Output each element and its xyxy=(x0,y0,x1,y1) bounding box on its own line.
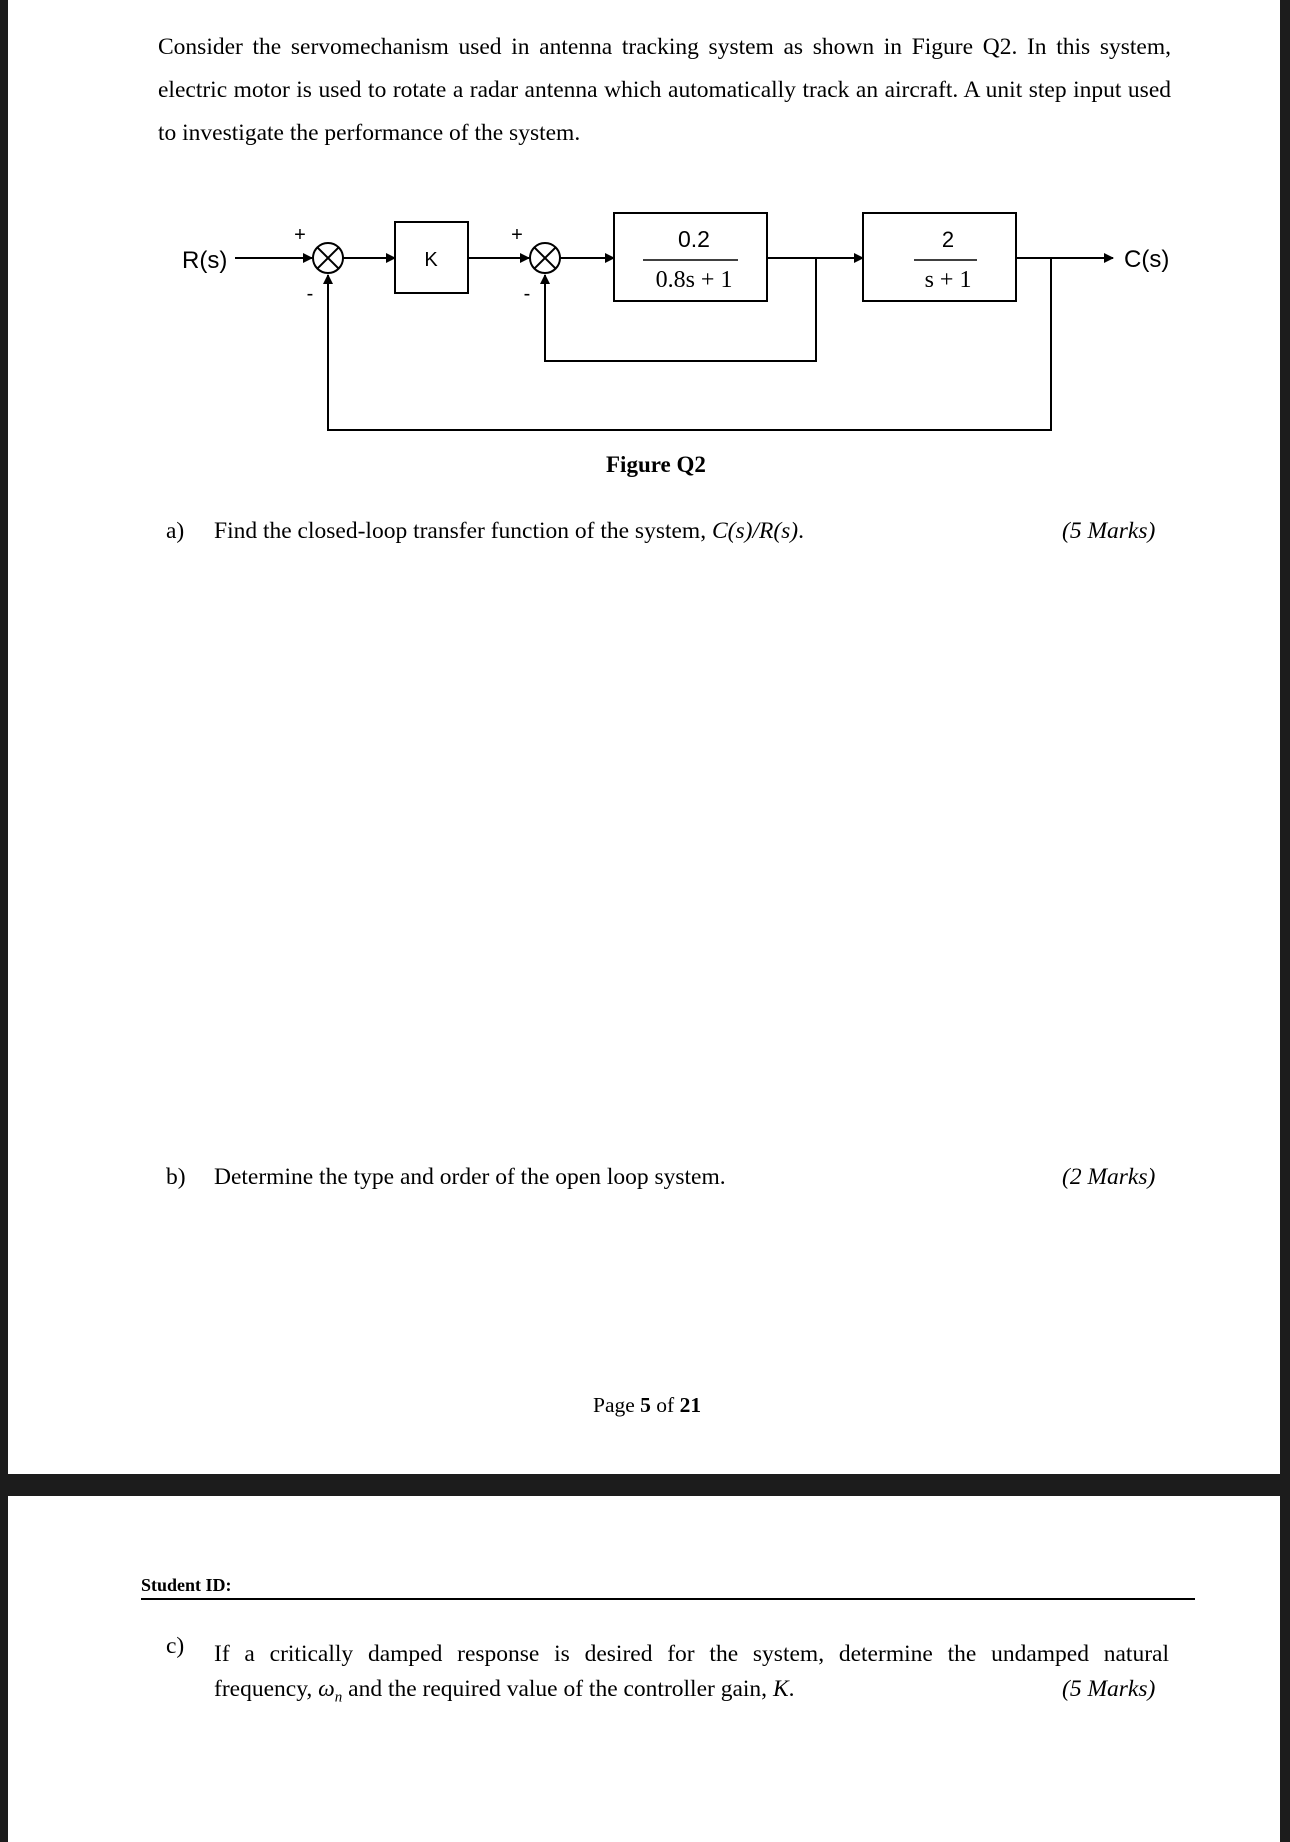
question-c-line1: If a critically damped response is desired for the system, determine the undamped natural xyxy=(214,1641,1169,1667)
page-number: Page 5 of 21 xyxy=(593,1393,702,1417)
figure-caption: Figure Q2 xyxy=(606,452,706,477)
question-c-marks: (5 Marks) xyxy=(1062,1676,1156,1702)
output-label: C(s) xyxy=(1124,246,1170,273)
question-a-marks: (5 Marks) xyxy=(1062,518,1156,544)
student-id-rule xyxy=(141,1598,1195,1600)
transfer-function-symbol: C(s)/R(s) xyxy=(711,518,799,544)
summing-junction-2 xyxy=(530,243,560,273)
question-b-text: Determine the type and order of the open loop system. xyxy=(214,1164,726,1190)
student-id-label: Student ID: xyxy=(141,1575,232,1595)
question-c-label: c) xyxy=(166,1633,185,1659)
sum1-minus-sign: - xyxy=(306,283,314,305)
block2-denominator: s + 1 xyxy=(924,267,972,293)
sum2-plus-sign: + xyxy=(511,224,523,246)
block2-numerator: 2 xyxy=(941,227,955,252)
question-a-label: a) xyxy=(166,518,185,544)
gain-label: K xyxy=(424,249,438,271)
question-c-line2: frequency, $\omega_n$ and the required value of the controller gain, K. xyxy=(214,1676,795,1706)
summing-junction-1 xyxy=(313,243,343,273)
input-label: R(s) xyxy=(182,247,228,274)
question-b-marks: (2 Marks) xyxy=(1062,1164,1156,1190)
gain-symbol: K xyxy=(772,1676,789,1702)
block-diagram xyxy=(8,0,1280,440)
question-b-label: b) xyxy=(166,1164,186,1190)
block1-denominator: 0.8s + 1 xyxy=(655,267,733,293)
sum2-minus-sign: - xyxy=(523,283,531,305)
omega-symbol: ω xyxy=(318,1676,335,1702)
exam-page-5 xyxy=(8,0,1280,1474)
exam-page-6 xyxy=(8,1496,1280,1842)
block1-numerator: 0.2 xyxy=(678,226,710,252)
sum1-plus-sign: + xyxy=(294,224,306,246)
question-a-text: Find the closed-loop transfer function of the system, C(s)/R(s). xyxy=(214,518,804,544)
intro-paragraph: Consider the servomechanism used in antenna tracking system as shown in Figure Q2. In this system, electric motor is used to rotate a radar antenna which automatically track an aircraft. A unit step input used to investigate the performance of the system. xyxy=(158,34,1171,146)
